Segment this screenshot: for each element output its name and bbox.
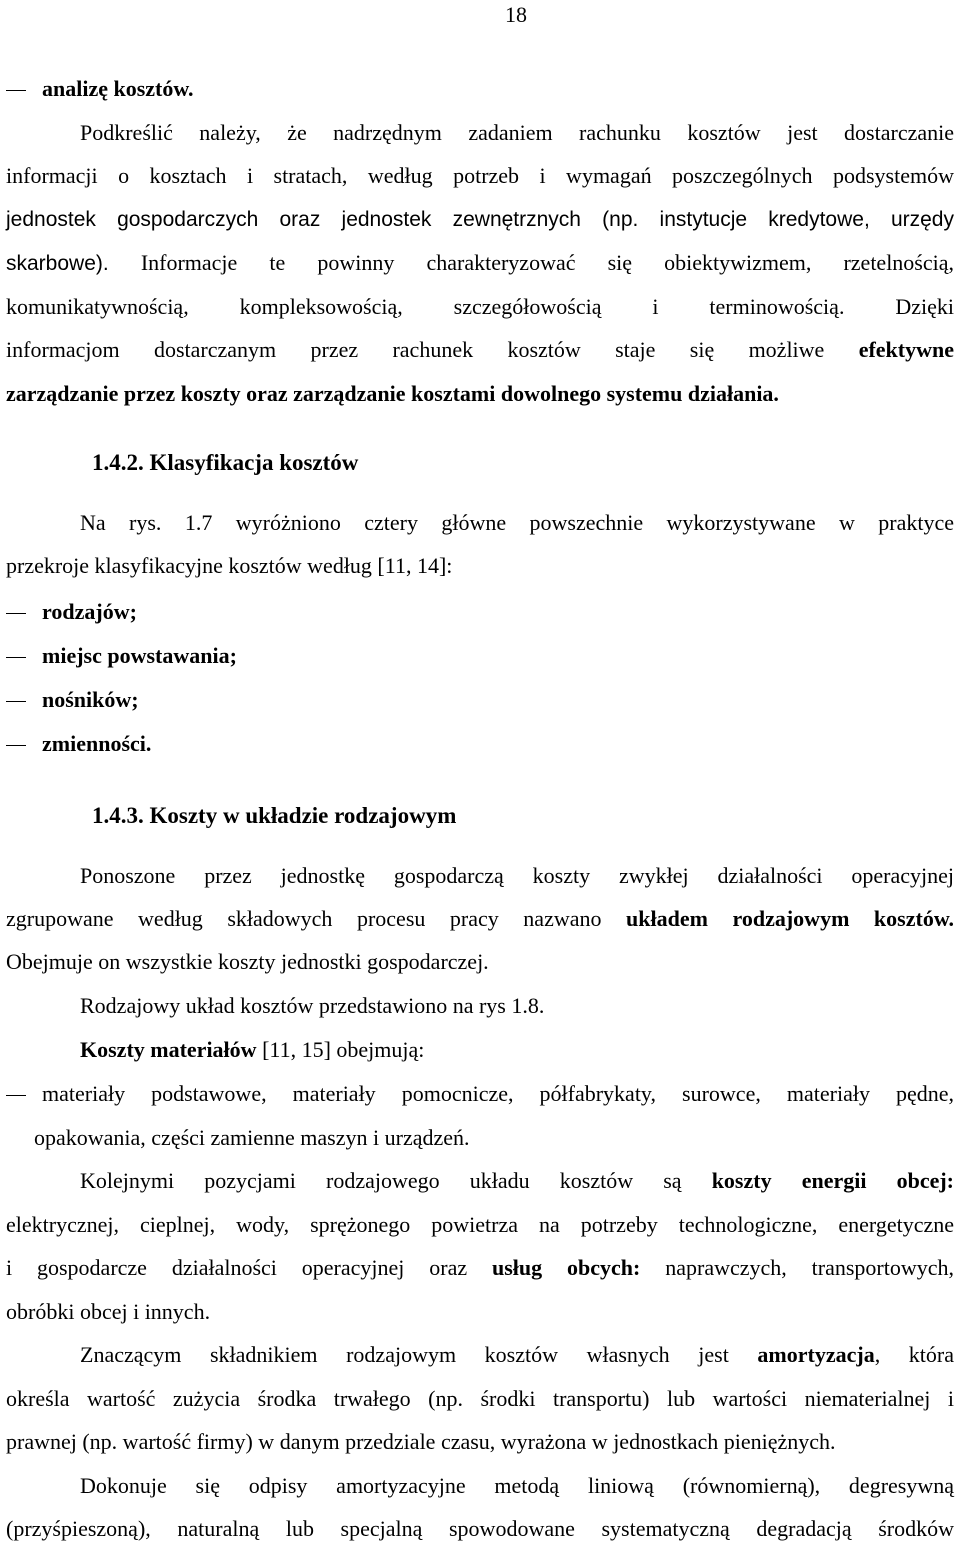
p7-line-2: określa wartość zużycia środka trwałego (np. środki transportu) lub wartości niematerialnej i (6, 1386, 954, 1411)
p8-line-2: (przyśpieszoną), naturalną lub specjalną spowodowane systematyczną degradacją środków (6, 1516, 954, 1541)
p5-bold: Koszty materiałów (80, 1037, 257, 1062)
page-number: 18 (505, 2, 527, 27)
section-heading-142: 1.4.2. Klasyfikacja kosztów (92, 450, 359, 475)
p1-line-6 (6, 337, 954, 363)
p8-line-1: Dokonuje się odpisy amortyzacyjne metodą liniową (równomierną), degresywną (80, 1473, 954, 1498)
p1-line-5: komunikatywnością, kompleksowością, szczegółowością i terminowością. Dzięki (6, 294, 954, 319)
p3-line-2b: układem rodzajowym kosztów. (626, 906, 954, 931)
p6-line-3b: usług obcych: (492, 1255, 641, 1280)
material-item-line-2: opakowania, części zamienne maszyn i urządzeń. (34, 1125, 470, 1150)
p3-line-2 (6, 906, 954, 932)
p6-line-1 (80, 1168, 954, 1194)
p7-line-1b: amortyzacja (757, 1342, 875, 1367)
material-item-line-1: materiały podstawowe, materiały pomocnicze, półfabrykaty, surowce, materiały pędne, (42, 1081, 954, 1106)
p7-line-1c: , która (874, 1342, 954, 1367)
p1-line-4 (6, 250, 954, 277)
section-heading-143: 1.4.3. Koszty w układzie rodzajowym (92, 803, 457, 828)
list-item-types: rodzajów; (42, 599, 137, 624)
p3-line-3: Obejmuje on wszystkie koszty jednostki gospodarczej. (6, 949, 489, 974)
p1-line-6a: informacjom dostarczanym przez rachunek kosztów staje się możliwe (6, 337, 825, 362)
p1-line-2: informacji o kosztach i stratach, według potrzeb i wymagań poszczególnych podsystemów (6, 163, 954, 188)
p5-rest: [11, 15] obejmują: (256, 1037, 425, 1062)
p1-line-3: jednostek gospodarczych oraz jednostek zewnętrznych (np. instytucje kredytowe, urzędy (6, 208, 954, 231)
p1-line-4a: skarbowe). (6, 252, 109, 275)
p7-line-1 (80, 1342, 954, 1368)
dash-bullet-icon (6, 90, 26, 91)
p3-line-1: Ponoszone przez jednostkę gospodarczą koszty zwykłej działalności operacyjnej (80, 863, 954, 888)
dash-bullet-icon (6, 613, 26, 614)
p2-line-2: przekroje klasyfikacyjne kosztów według [11, 14]: (6, 553, 453, 578)
dash-bullet-icon (6, 1095, 26, 1096)
dash-bullet-icon (6, 657, 26, 658)
p6-line-3c: naprawczych, transportowych, (665, 1255, 955, 1280)
p6-line-1b: koszty energii obcej: (711, 1168, 955, 1193)
p3-line-2a: zgrupowane według składowych procesu pracy nazwano (6, 906, 602, 931)
p4-line: Rodzajowy układ kosztów przedstawiono na rys 1.8. (80, 993, 545, 1018)
list-item-places: miejsc powstawania; (42, 643, 237, 668)
p1-line-4b: Informacje te powinny charakteryzować się obiektywizmem, rzetelnością, (140, 250, 955, 275)
p5-line (80, 1037, 954, 1063)
list-item-variability: zmienności. (42, 731, 152, 756)
p6-line-4: obróbki obcej i innych. (6, 1299, 211, 1324)
p6-line-1a: Kolejnymi pozycjami rodzajowego układu kosztów są (80, 1168, 682, 1193)
p6-line-3 (6, 1255, 954, 1281)
p1-line-1: Podkreślić należy, że nadrzędnym zadaniem rachunku kosztów jest dostarczanie (80, 120, 954, 145)
dash-bullet-icon (6, 745, 26, 746)
p6-line-3a: i gospodarcze działalności operacyjnej oraz (6, 1255, 468, 1280)
list-item-carriers: nośników; (42, 687, 139, 712)
bullet-item-analysis: analizę kosztów. (42, 76, 194, 101)
p2-line-1: Na rys. 1.7 wyróżniono cztery główne powszechnie wykorzystywane w praktyce (80, 510, 954, 535)
dash-bullet-icon (6, 701, 26, 702)
p7-line-1a: Znaczącym składnikiem rodzajowym kosztów własnych jest (80, 1342, 729, 1367)
p7-line-3: prawnej (np. wartość firmy) w danym przedziale czasu, wyrażona w jednostkach pieniężnych. (6, 1429, 836, 1454)
p6-line-2: elektrycznej, cieplnej, wody, sprężonego powietrza na potrzeby technologiczne, energetyczne (6, 1212, 954, 1237)
p1-line-7: zarządzanie przez koszty oraz zarządzanie kosztami dowolnego systemu działania. (6, 381, 779, 406)
p1-line-6b: efektywne (858, 337, 954, 362)
